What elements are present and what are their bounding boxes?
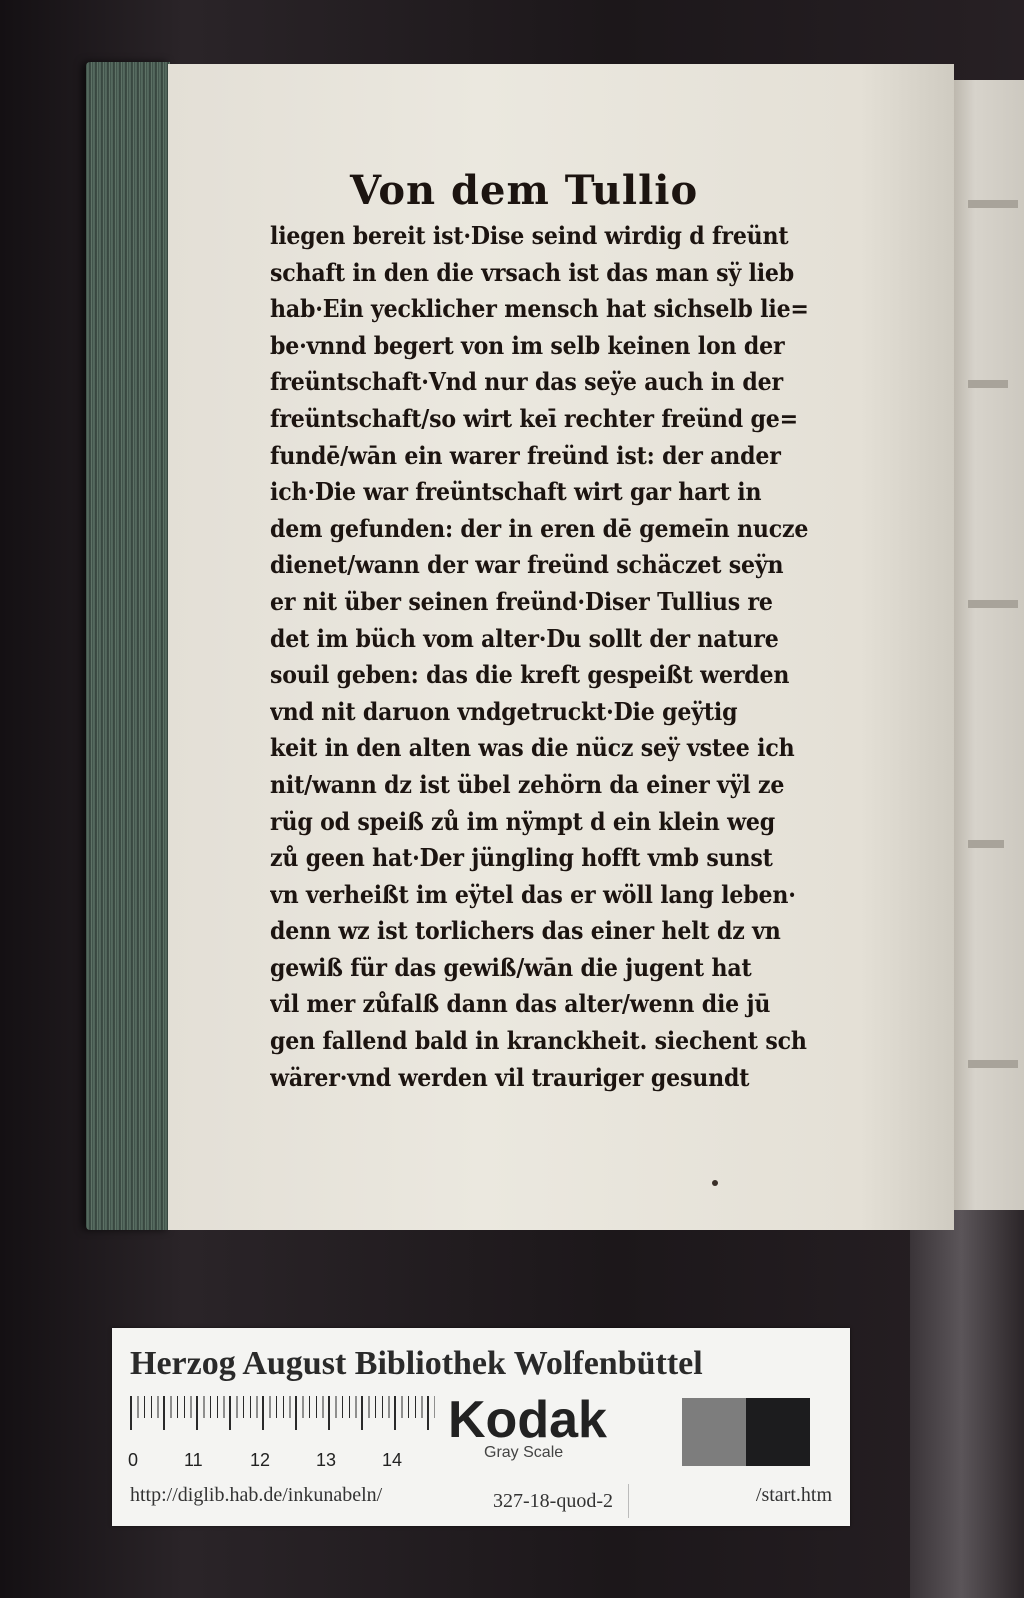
text-line: er nit über seinen freünd·Diser Tullius re xyxy=(270,586,773,616)
text-line: dienet/wann der war freünd schäczet seÿn xyxy=(270,550,784,580)
text-line: gewiß für das gewiß/wān die jugent hat xyxy=(270,952,752,982)
show-through-mark xyxy=(968,200,1018,208)
text-line: zů geen hat·Der jüngling hofft vmb sunst xyxy=(270,843,773,873)
url-end: /start.htm xyxy=(755,1484,832,1506)
ruler-number: 12 xyxy=(250,1450,271,1470)
text-line: denn wz ist torlichers das einer helt dz vn xyxy=(270,916,781,946)
ruler-number: 14 xyxy=(382,1450,403,1470)
url-id: 327-18-quod-2 xyxy=(478,1484,629,1518)
text-line: freüntschaft/so wirt keī rechter freünd ge= xyxy=(270,403,798,433)
text-line: liegen bereit ist·Dise seind wirdig d freünt xyxy=(270,221,789,250)
dark-swatch xyxy=(746,1398,810,1466)
text-line: dem gefunden: der in eren dē gemeīn nucze xyxy=(270,513,809,543)
book-page-edges xyxy=(86,62,170,1230)
gray-swatch xyxy=(682,1398,746,1466)
text-line: freüntschaft·Vnd nur das seÿe auch in der xyxy=(270,367,784,397)
ruler-major-ticks xyxy=(130,1396,434,1430)
color-target-card xyxy=(112,1328,850,1526)
fold-shadow xyxy=(910,1180,1024,1598)
ink-dot xyxy=(712,1180,718,1186)
ruler-number: 0 xyxy=(128,1450,139,1470)
url-base: http://diglib.hab.de/inkunabeln/ xyxy=(130,1484,383,1506)
text-line: schaft in den die vrsach ist das man sÿ lieb xyxy=(270,257,795,287)
show-through-mark xyxy=(968,380,1008,388)
show-through-mark xyxy=(968,600,1018,608)
text-line: nit/wann dz ist übel zehörn da einer vÿl ze xyxy=(270,769,785,799)
text-line: vn verheißt im eÿtel das er wöll lang leben· xyxy=(270,879,796,909)
page-text-block xyxy=(270,160,870,1110)
kodak-logo: Kodak xyxy=(448,1391,607,1449)
text-line: fundē/wān ein warer freünd ist: der ander xyxy=(270,440,781,470)
ruler-number: 13 xyxy=(316,1450,337,1470)
ruler-number: 11 xyxy=(184,1450,203,1470)
gray-scale-label: Gray Scale xyxy=(484,1444,564,1461)
text-line: wärer·vnd werden vil trauriger gesundt xyxy=(270,1062,750,1092)
text-line: vnd nit daruon vndgetruckt·Die geÿtig xyxy=(270,696,738,726)
text-line: be·vnnd begert von im selb keinen lon der xyxy=(270,330,785,360)
text-line: rüg od speiß zů im nÿmpt d ein klein weg xyxy=(270,806,776,836)
text-line: ich·Die war freüntschaft wirt gar hart in xyxy=(270,477,762,507)
text-line: det im büch vom alter·Du sollt der nature xyxy=(270,623,779,653)
text-lines xyxy=(270,218,870,1096)
text-line: souil geben: das die kreft gespeißt werden xyxy=(270,660,790,690)
text-line: vil mer zůfalß dann das alter/wenn die jū xyxy=(270,989,771,1019)
page-headline: Von dem Tullio xyxy=(350,167,699,214)
facing-page xyxy=(954,80,1024,1210)
show-through-mark xyxy=(968,1060,1018,1068)
text-line: keit in den alten was die nücz seÿ vstee ich xyxy=(270,733,795,763)
show-through-mark xyxy=(968,840,1004,848)
institution-title: Herzog August Bibliothek Wolfenbüttel xyxy=(130,1345,703,1382)
text-line: hab·Ein yecklicher mensch hat sichselb lie= xyxy=(270,294,809,324)
text-line: gen fallend bald in kranckheit. siechent sch xyxy=(270,1026,807,1056)
